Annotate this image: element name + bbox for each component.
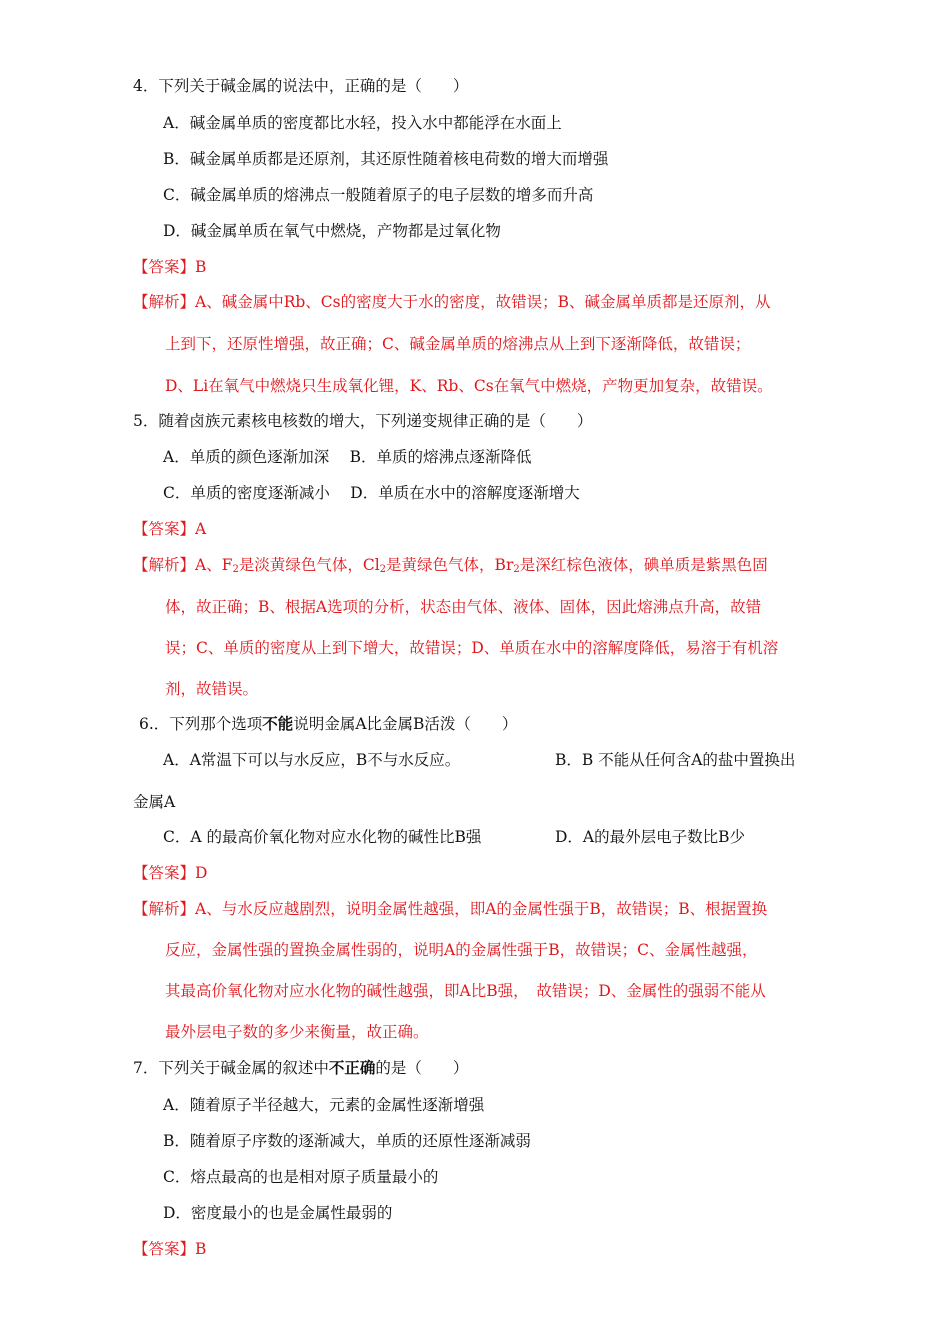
q4-option-c: C．碱金属单质的熔沸点一般随着原子的电子层数的增多而升高 (163, 186, 594, 204)
q4-analysis-1 (133, 292, 771, 312)
subscript: 2 (379, 564, 387, 575)
answer-tag: 【答案】 (133, 1240, 196, 1258)
q6-option-b-cont: 金属A (133, 793, 176, 811)
q4-stem: 4．下列关于碱金属的说法中，正确的是（ ） (133, 77, 469, 95)
subscript: 2 (513, 564, 520, 575)
stem-emphasis: 不正确 (328, 1058, 376, 1077)
q6-analysis-1 (133, 899, 767, 919)
q6-analysis-2: 反应，金属性强的置换金属性弱的，说明A的金属性强于B，故错误；C、金属性越强， (165, 941, 758, 959)
answer-value: B (195, 258, 207, 276)
stem-text: 的是（ ） (375, 1059, 469, 1077)
stem-text: 说明金属A比金属B活泼（ ） (293, 715, 518, 733)
q6-answer (133, 863, 207, 883)
q7-answer (133, 1239, 206, 1259)
q4-option-b: B．碱金属单质都是还原剂，其还原性随着核电荷数的增大而增强 (163, 150, 609, 168)
stem-emphasis: 不能 (262, 714, 294, 733)
q5-answer (133, 519, 206, 539)
q6-option-d: D．A的最外层电子数比B少 (555, 828, 746, 846)
q4-answer (133, 257, 206, 277)
q6-option-a: A．A常温下可以与水反应，B不与水反应。 (163, 751, 461, 769)
q5-analysis-3: 误；C、单质的密度从上到下增大，故错误；D、单质在水中的溶解度降低，易溶于有机溶 (165, 639, 779, 657)
q6-option-c: C．A 的最高价氧化物对应水化物的碱性比B强 (163, 828, 482, 846)
q6-stem (139, 714, 517, 734)
q5-options-ab: A．单质的颜色逐渐加深 B．单质的熔沸点逐渐降低 (163, 448, 532, 466)
q5-options-cd: C．单质的密度逐渐减小 D．单质在水中的溶解度逐渐增大 (163, 484, 580, 502)
answer-tag: 【答案】 (133, 258, 196, 276)
q7-option-b: B．随着原子序数的逐渐减大，单质的还原性逐渐减弱 (163, 1132, 531, 1150)
answer-value: B (195, 1240, 207, 1258)
analysis-text: 是淡黄绿色气体，Cl (238, 556, 380, 574)
analysis-tag: 【解析】 (133, 293, 196, 311)
q7-stem (133, 1058, 468, 1078)
analysis-text: A、碱金属中Rb、Cs的密度大于水的密度，故错误；B、碱金属单质都是还原剂，从 (195, 293, 771, 311)
q5-analysis-1 (133, 555, 768, 580)
q6-option-b: B．B 不能从任何含A的盐中置换出 (555, 751, 796, 769)
q4-analysis-2: 上到下，还原性增强，故正确；C、碱金属单质的熔沸点从上到下逐渐降低，故错误； (165, 335, 751, 353)
answer-tag: 【答案】 (133, 520, 196, 538)
q5-stem: 5．随着卤族元素核电核数的增大，下列递变规律正确的是（ ） (133, 412, 593, 430)
q4-option-d: D．碱金属单质在氧气中燃烧，产物都是过氧化物 (163, 222, 501, 240)
subscript: 2 (232, 564, 239, 575)
q7-option-c: C．熔点最高的也是相对原子质量最小的 (163, 1168, 439, 1186)
q6-analysis-3: 其最高价氧化物对应水化物的碱性越强，即A比B强， 故错误；D、金属性的强弱不能从 (165, 982, 766, 1000)
q7-option-d: D．密度最小的也是金属性最弱的 (163, 1204, 393, 1222)
answer-value: A (195, 520, 207, 538)
q6-analysis-4: 最外层电子数的多少来衡量，故正确。 (165, 1023, 429, 1041)
analysis-text: A、F (195, 556, 233, 574)
analysis-tag: 【解析】 (133, 556, 196, 574)
q5-analysis-4: 剂，故错误。 (165, 680, 259, 698)
q5-analysis-2: 体，故正确；B、根据A选项的分析，状态由气体、液体、固体，因此熔沸点升高，故错 (165, 598, 762, 616)
q4-option-a: A．碱金属单质的密度都比水轻，投入水中都能浮在水面上 (163, 114, 562, 132)
analysis-tag: 【解析】 (133, 900, 196, 918)
stem-text: 6.．下列那个选项 (139, 715, 263, 733)
analysis-text: A、与水反应越剧烈，说明金属性越强，即A的金属性强于B，故错误；B、根据置换 (195, 900, 768, 918)
q4-analysis-3: D、Li在氧气中燃烧只生成氧化锂，K、Rb、Cs在氧气中燃烧，产物更加复杂，故错误。 (165, 377, 773, 395)
q7-option-a: A．随着原子半径越大，元素的金属性逐渐增强 (163, 1096, 485, 1114)
analysis-text: 是黄绿色气体，Br (386, 556, 514, 574)
answer-tag: 【答案】 (133, 864, 196, 882)
analysis-text: 是深红棕色液体，碘单质是紫黑色固 (519, 556, 768, 574)
answer-value: D (195, 864, 208, 882)
stem-text: 7．下列关于碱金属的叙述中 (133, 1059, 329, 1077)
